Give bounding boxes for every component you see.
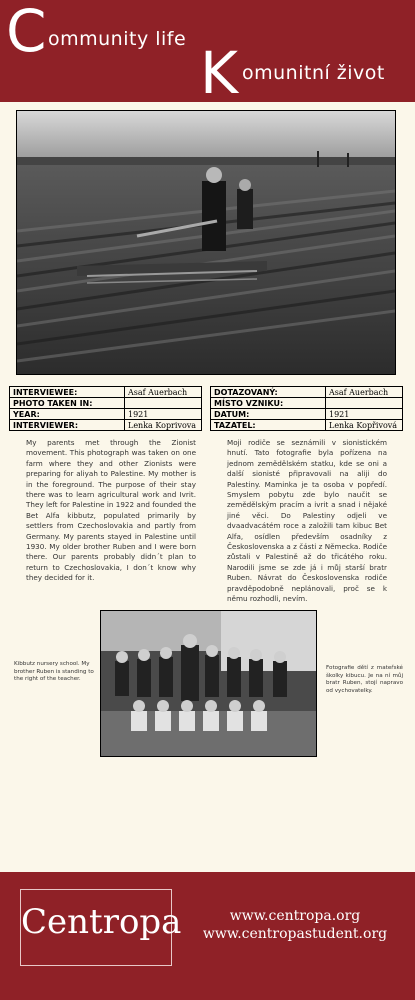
title-en-rest: ommunity life bbox=[48, 28, 187, 50]
meta-row bbox=[10, 398, 202, 409]
meta-label: YEAR: bbox=[10, 409, 125, 420]
meta-row bbox=[10, 420, 202, 431]
title-en-initial: C bbox=[6, 0, 47, 65]
footer-banner bbox=[0, 872, 415, 1000]
meta-value bbox=[326, 398, 403, 409]
title-cz-initial: K bbox=[200, 39, 239, 102]
meta-row bbox=[10, 387, 202, 398]
nursery-photo-image bbox=[101, 611, 316, 756]
meta-value: Lenka Koprivova bbox=[125, 420, 202, 431]
meta-row bbox=[211, 398, 403, 409]
header-banner bbox=[0, 0, 415, 102]
meta-value: 1921 bbox=[125, 409, 202, 420]
meta-label: PHOTO TAKEN IN: bbox=[10, 398, 125, 409]
logo-text: Centropa bbox=[21, 902, 182, 942]
meta-label: DOTAZOVANÝ: bbox=[211, 387, 326, 398]
meta-value: 1921 bbox=[326, 409, 403, 420]
title-cz-rest: omunitní život bbox=[242, 62, 385, 84]
interview-meta-cz bbox=[210, 386, 403, 431]
website-link[interactable]: www.centropa.org bbox=[229, 908, 361, 924]
meta-label: TAZATEL: bbox=[211, 420, 326, 431]
meta-value: Asaf Auerbach bbox=[326, 387, 403, 398]
meta-row bbox=[10, 409, 202, 420]
meta-row bbox=[211, 387, 403, 398]
interview-meta-en bbox=[9, 386, 202, 431]
story-text-en: My parents met through the Zionist movement. This photograph was taken on one farm where they and other Zionists were preparing for aliyah to Palestine. My mother is in the foreground. The purpose of their stay there was to learn agricultural work and Ivrit. They left for Palestine in 1922 and founded the Bet Alfa kibbutz, populated primarily by settlers from Czechoslovakia and partly from Germany. My parents stayed in Palestine until 1930. My older brother Ruben and I were born there. Our parents probably didn´t plan to return to Czechoslovakia, I don´t know why they decided for it. bbox=[26, 438, 196, 583]
meta-value: Lenka Kopřivová bbox=[326, 420, 403, 431]
meta-row bbox=[211, 420, 403, 431]
meta-value bbox=[125, 398, 202, 409]
meta-label: MÍSTO VZNIKU: bbox=[211, 398, 326, 409]
meta-label: INTERVIEWER: bbox=[10, 420, 125, 431]
student-website-link[interactable]: www.centropastudent.org bbox=[202, 926, 388, 942]
farm-photo-image bbox=[17, 111, 395, 374]
main-farm-photo bbox=[16, 110, 396, 375]
meta-value: Asaf Auerbach bbox=[125, 387, 202, 398]
meta-label: DATUM: bbox=[211, 409, 326, 420]
caption-cz: Fotografie dětí z mateřské školky kibucu. Je na ní můj bratr Ruben, stojí napravo od vychovatelky. bbox=[326, 665, 403, 694]
meta-row bbox=[211, 409, 403, 420]
meta-label: INTERVIEWEE: bbox=[10, 387, 125, 398]
nursery-photo bbox=[100, 610, 317, 757]
story-text-cz: Moji rodiče se seznámili v sionistickém hnutí. Tato fotografie byla pořízena na jednom zemědělském statku, kde se oni a další sionisté připravovali na aliji do Palestiny. Maminka je ta osoba v popředí. Smyslem pobytu zde bylo naučit se zemědělským pracím a ivrit a snad i nějaké jiné věci. Do Palestiny odjeli ve dvaadvacátém roce a založili tam kibuc Bet Alfa, osídlen především osadníky z Československa a z části z Německa. Rodiče zůstali v Palestině až do třicátého roku. Narodili jsme se zde já i můj starší bratr Ruben. Návrat do Československa rodiče pravděpodobně neplánovali, proč se k němu rozhodli, nevím. bbox=[227, 438, 387, 604]
centropa-logo[interactable] bbox=[20, 889, 182, 966]
caption-en: Kibbutz nursery school. My brother Ruben is standing to the right of the teacher. bbox=[14, 661, 94, 683]
